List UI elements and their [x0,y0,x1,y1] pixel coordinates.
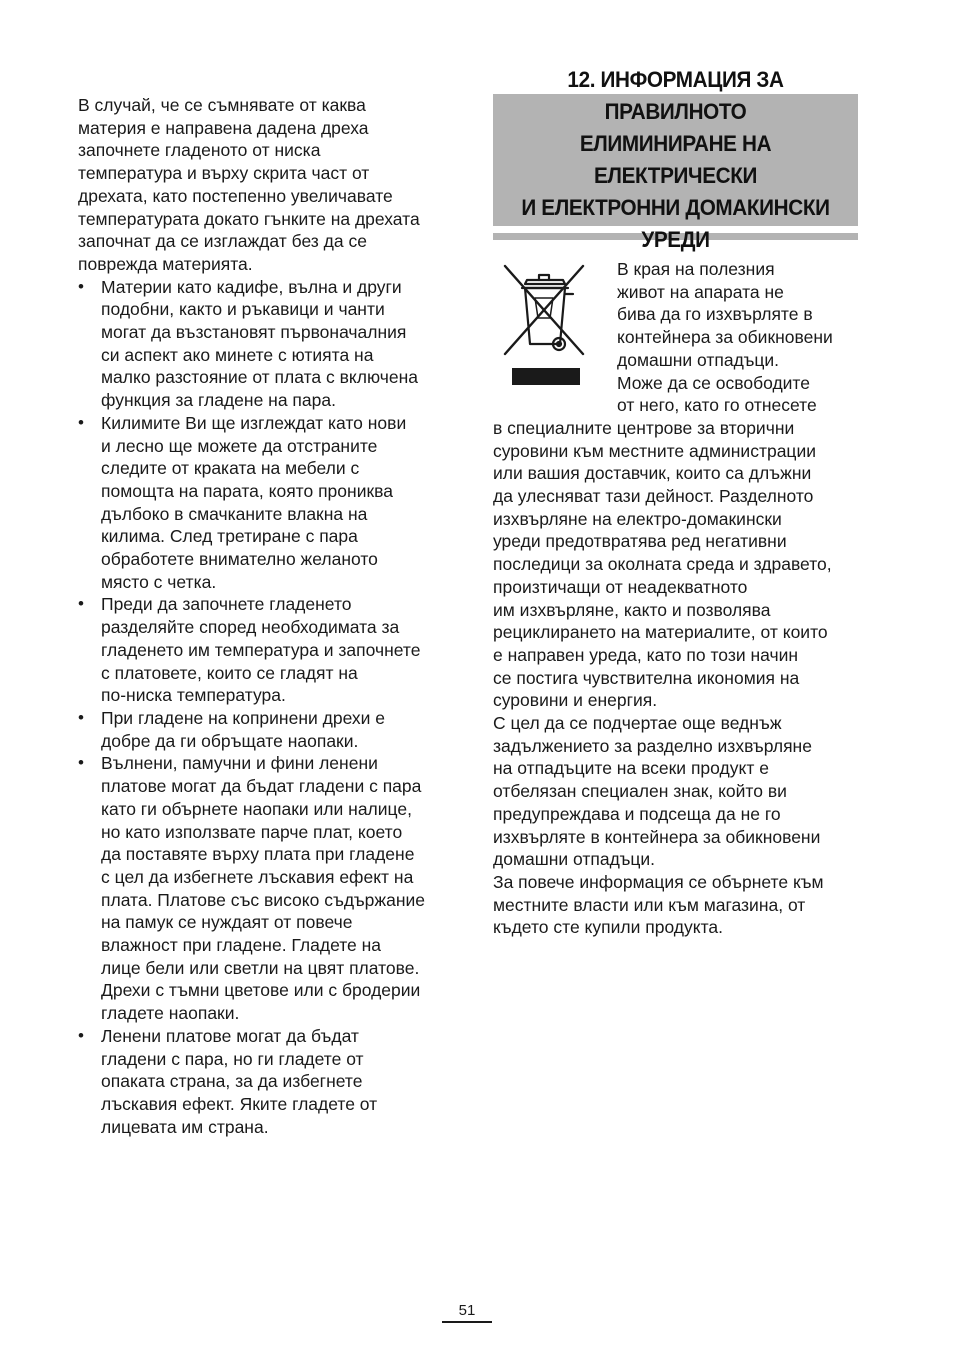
list-item: • Вълнени, памучни и фини ленени платове могат да бъдат гладени с пара като ги обърнете наопаки или налице, но като използвате парче плат, което да поставяте върху плата при гладене с цел да избегнете лъскавия ефект на плата. Платове със високо съдържание на памук се нуждаят от повече влажност при гладене. Гладете на лице бели или светли на цвят платове. Дрехи с тъмни цветове или с бродерии гладете наопаки. [78,752,450,1024]
list-item: • Килимите Ви ще изглеждат като нови и лесно ще можете да отстраните следите от краката на мебели с помощта на парата, която прониква дълбоко в смачканите влакна на килима. След третиране с пара обработете внимателно желаното място с четка. [78,412,450,594]
disposal-text: В края на полезния живот на апарата не бива да го изхвърляте в контейнера за обикновени домашни отпадъци. Може да се освободите от него, като го отнесете в специалните центрове за вторични суровини към местните администрации или вашия доставчик, които са длъжни да улесняват тази дейност. Разделното изхвърляне на електро-домакински уреди предотвратява ред негативни последици за околната среда и здравето, произтичащи от неадекватното им изхвърляне, както и позволява рециклирането на материалите, от които е направен уреда, като по този начин се постига чувствителна икономия на суровини и енергия. С цел да се подчертае още веднъж задължението за разделно изхвърляне на отпадъците на всеки продукт е отбелязан специален знак, който ви предупреждава и подсеща да не го изхвърляте в контейнера за обикновени домашни отпадъци. За повече информация се обърнете към местните власти или към магазина, от където сте купили продукта. [493,259,833,938]
list-item: • При гладене на копринени дрехи е добре да ги обръщате наопаки. [78,707,450,752]
left-column [78,94,450,1138]
crossed-out-wheelie-bin-icon [493,258,593,398]
page-number: 51 [458,1302,476,1319]
section-heading: 12. ИНФОРМАЦИЯ ЗА ПРАВИЛНОТО ЕЛИМИНИРАНЕ НА ЕЛЕКТРИЧЕСКИ И ЕЛЕКТРОННИ ДОМАКИНСКИ УРЕДИ [521,67,830,252]
list-item: • Преди да започнете гладенето разделяйте според необходимата за гладенето им температура и започнете с платовете, които се гладят на по-ниска температура. [78,593,450,707]
disposal-info [493,258,858,939]
ironing-tips-list [78,276,450,1139]
footer-underline [442,1321,492,1323]
list-item: • Материи като кадифе, вълна и други подобни, както и ръкавици и чанти могат да възстановят първоначалния си аспект ако минете с ютията на малко разстояние от плата с включена функция за гладене на пара. [78,276,450,412]
section-heading-box [493,67,858,252]
right-column [493,67,858,939]
intro-paragraph: В случай, че се съмнявате от каква материя е направена дадена дреха започнете гладеното от ниска температура и върху скрита част от дрехата, като постепенно увеличавате температурата докато гънките на дрехата започнат да се изглаждат без да се поврежда материята. [78,95,420,274]
list-item: • Ленени платове могат да бъдат гладени с пара, но ги гладете от опаката страна, за да избегнете лъскавия ефект. Яките гладете от лицевата им страна. [78,1025,450,1139]
